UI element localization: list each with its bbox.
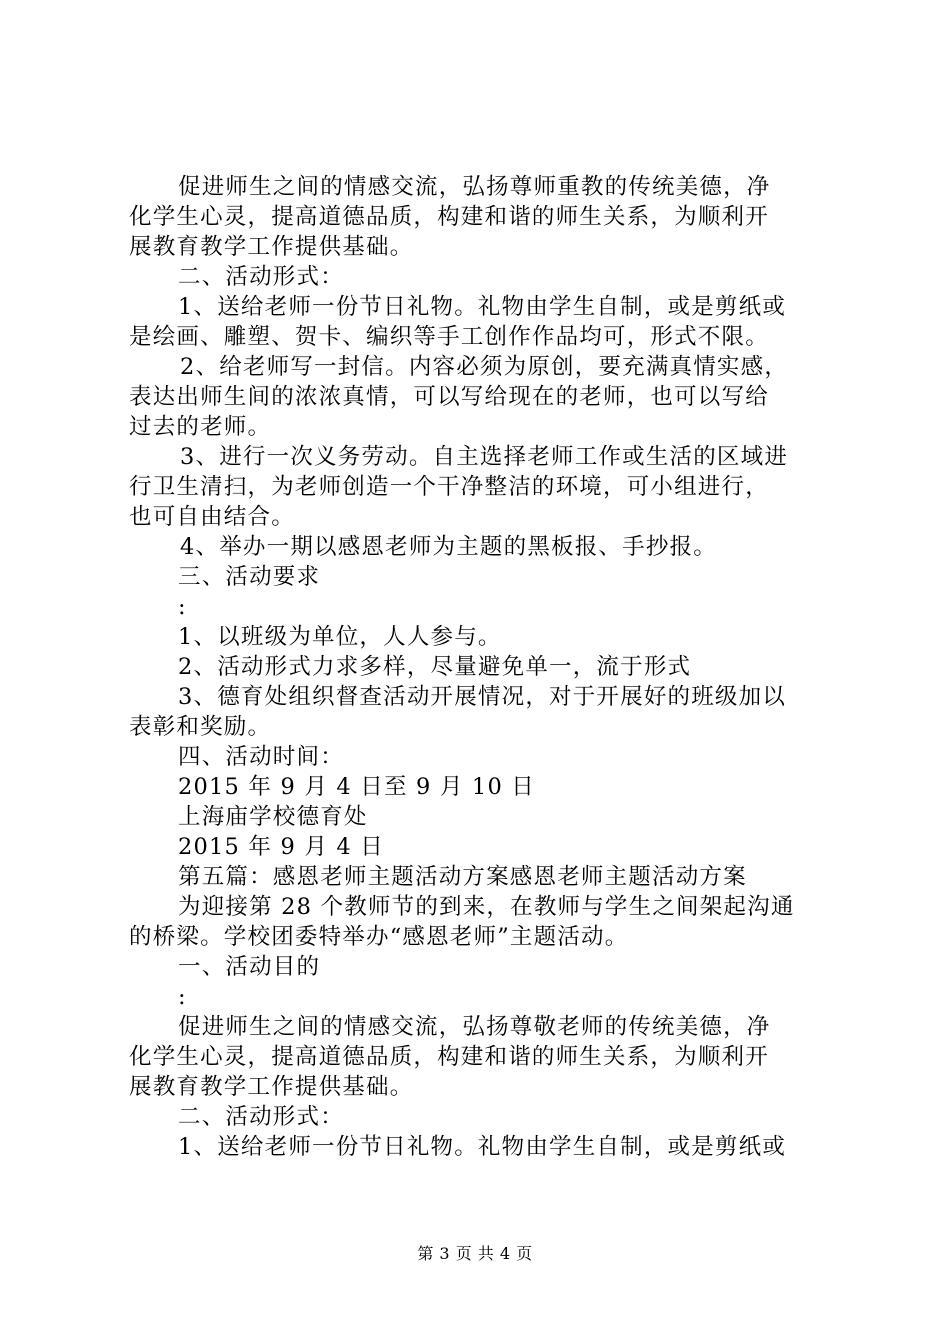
text-line: 也可自由结合。 bbox=[129, 504, 295, 530]
text-line: 的桥梁。学校团委特举办“感恩老师”主题活动。 bbox=[129, 924, 629, 950]
page-footer: 第 3 页 共 4 页 bbox=[417, 1244, 533, 1263]
text-line: 促进师生之间的情感交流，弘扬尊敬老师的传统美德，净 bbox=[178, 1014, 771, 1040]
text-line: 1、以班级为单位，人人参与。 bbox=[178, 624, 502, 650]
text-line: 一、活动目的 bbox=[178, 954, 321, 980]
document-body bbox=[129, 172, 835, 1162]
text-line: 表彰和奖励。 bbox=[129, 714, 272, 740]
text-line: 四、活动时间： bbox=[178, 744, 344, 770]
text-line: 2、活动形式力求多样，尽量避免单一，流于形式 bbox=[178, 654, 692, 680]
text-line: 3、德育处组织督查活动开展情况，对于开展好的班级加以 bbox=[178, 684, 787, 710]
text-line: : bbox=[178, 594, 187, 620]
text-line: 三、活动要求 bbox=[178, 564, 321, 590]
text-line: : bbox=[178, 984, 187, 1010]
text-line: 2015 年 9 月 4 日 bbox=[178, 834, 384, 860]
text-line: 第五篇：感恩老师主题活动方案感恩老师主题活动方案 bbox=[178, 864, 747, 890]
text-line: 1、送给老师一份节日礼物。礼物由学生自制，或是剪纸或 bbox=[178, 294, 787, 320]
text-line: 二、活动形式： bbox=[178, 1104, 344, 1130]
text-line: 促进师生之间的情感交流，弘扬尊师重教的传统美德，净 bbox=[178, 174, 771, 200]
text-line: 2015 年 9 月 4 日至 9 月 10 日 bbox=[178, 774, 536, 800]
text-line: 为迎接第 28 个教师节的到来，在教师与学生之间架起沟通 bbox=[178, 894, 795, 920]
text-line: 1、送给老师一份节日礼物。礼物由学生自制，或是剪纸或 bbox=[178, 1134, 787, 1160]
text-line: 2、给老师写一封信。内容必须为原创，要充满真情实感， bbox=[180, 354, 789, 380]
text-line: 上海庙学校德育处 bbox=[178, 804, 368, 830]
text-line: 4、举办一期以感恩老师为主题的黑板报、手抄报。 bbox=[180, 534, 717, 560]
text-line: 是绘画、雕塑、贺卡、编织等手工创作作品均可，形式不限。 bbox=[129, 324, 769, 350]
text-line: 展教育教学工作提供基础。 bbox=[129, 234, 414, 260]
text-line: 化学生心灵，提高道德品质，构建和谐的师生关系，为顺利开 bbox=[129, 204, 769, 230]
text-line: 过去的老师。 bbox=[129, 414, 272, 440]
text-line: 3、进行一次义务劳动。自主选择老师工作或生活的区域进 bbox=[180, 444, 789, 470]
text-line: 二、活动形式： bbox=[178, 264, 344, 290]
text-line: 展教育教学工作提供基础。 bbox=[129, 1074, 414, 1100]
text-line: 行卫生清扫，为老师创造一个干净整洁的环境，可小组进行， bbox=[129, 474, 769, 500]
text-line: 表达出师生间的浓浓真情，可以写给现在的老师，也可以写给 bbox=[129, 384, 769, 410]
text-line: 化学生心灵，提高道德品质，构建和谐的师生关系，为顺利开 bbox=[129, 1044, 769, 1070]
